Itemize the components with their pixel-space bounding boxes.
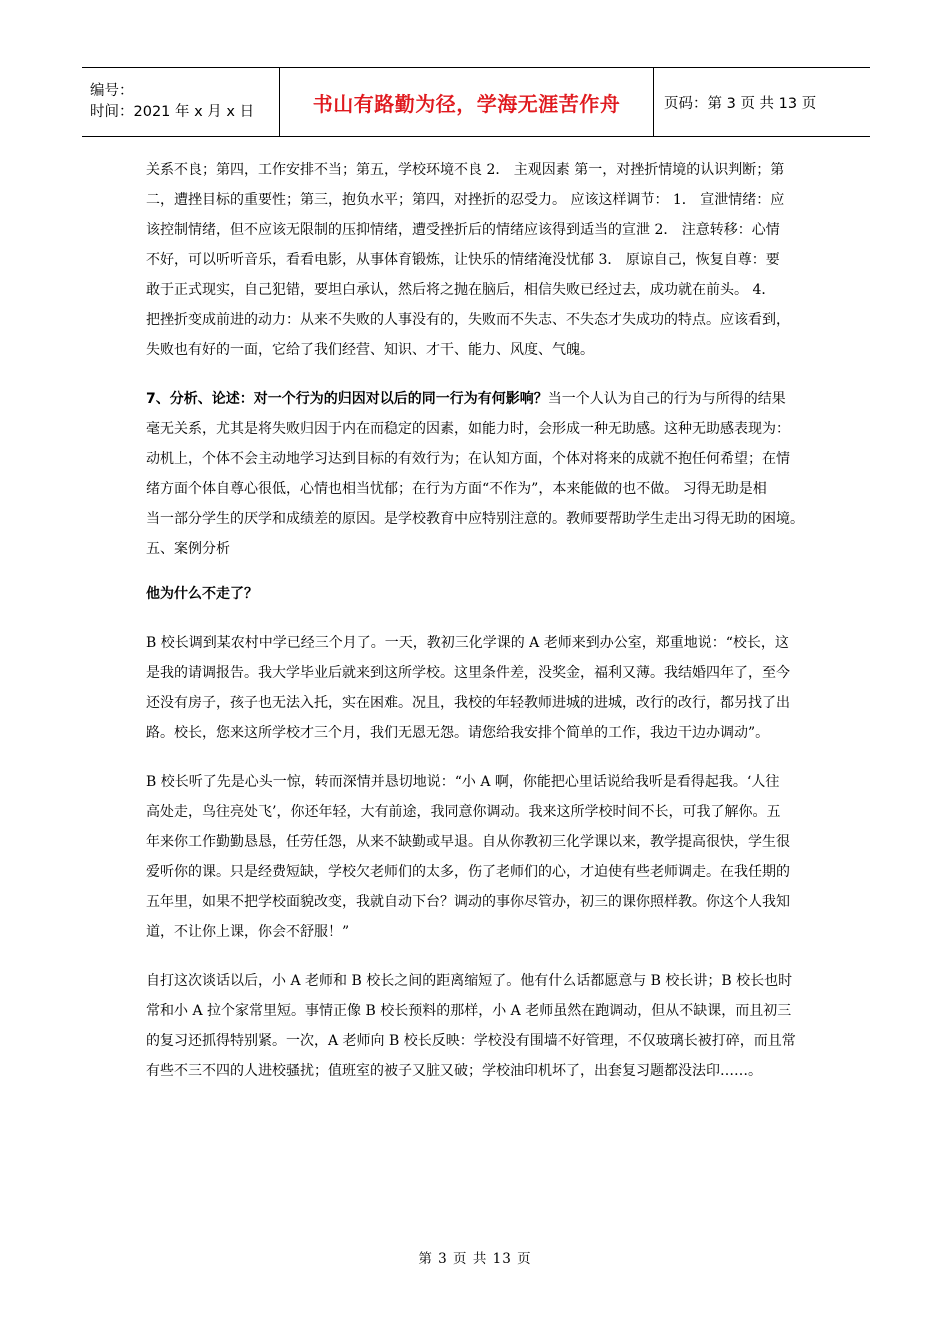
text-line: 年来你工作勤勤恳恳，任劳任怨，从来不缺勤或早退。自从你教初三化学课以来，教学提高很快，学生很 — [146, 834, 790, 850]
text-line: 不好，可以听听音乐，看看电影，从事体育锻炼，让快乐的情绪淹没忧郁 3． 原谅自己，恢复自尊：要 — [146, 252, 780, 268]
text-line: 当一部分学生的厌学和成绩差的原因。是学校教育中应特别注意的。教师要帮助学生走出习得无助的困境。 — [146, 511, 804, 527]
text-line: 常和小 A 拉个家常里短。事情正像 B 校长预料的那样，小 A 老师虽然在跑调动，但从不缺课，而且初三 — [146, 1003, 792, 1019]
document-date: 时间：2021 年 x 月 x 日 — [90, 104, 255, 120]
header-motto: 书山有路勤为径，学海无涯苦作舟 — [280, 68, 654, 136]
text-line: 爱听你的课。只是经费短缺，学校欠老师们的太多，伤了老师们的心，才迫使有些老师调走。在我任期的 — [146, 864, 790, 880]
text-line: 敢于正式现实，自己犯错，要坦白承认，然后将之抛在脑后，相信失败已经过去，成功就在前头。 4． — [146, 282, 776, 298]
text-line: 该控制情绪，但不应该无限制的压抑情绪，遭受挫折后的情绪应该得到适当的宣泄 2． 注意转移：心情 — [146, 222, 780, 238]
case-paragraph-2 — [146, 767, 821, 947]
page-footer: 第 3 页 共 13 页 — [418, 1251, 532, 1267]
text-line: 二，遭挫目标的重要性；第三，抱负水平；第四，对挫折的忍受力。 应该这样调节： 1． 宣泄情绪：应 — [146, 192, 785, 208]
case-paragraph-3 — [146, 966, 821, 1086]
header-page-number: 页码：第 3 页 共 13 页 — [664, 95, 817, 112]
text-line: 关系不良；第四，工作安排不当；第五，学校环境不良 2． 主观因素 第一，对挫折情境的认识判断；第 — [146, 162, 785, 178]
text-line: 路。校长，您来这所学校才三个月，我们无恩无怨。请您给我安排个简单的工作，我边干边办调动”。 — [146, 725, 770, 741]
text-line: 动机上，个体不会主动地学习达到目标的有效行为；在认知方面，个体对将来的成就不抱任何希望；在情 — [146, 451, 790, 467]
document-number-label: 编号： — [90, 83, 134, 99]
text-line — [146, 384, 821, 414]
page-header — [82, 67, 870, 137]
text-line: B 校长听了先是心头一惊，转而深情并恳切地说：“小 A 啊，你能把心里话说给我听是看得起我。‘人往 — [146, 774, 780, 790]
document-body — [146, 155, 821, 1086]
text-line: 的复习还抓得特别紧。一次，A 老师向 B 校长反映：学校没有围墙不好管理，不仅玻璃长被打碎，而且常 — [146, 1033, 796, 1049]
text-line: 有些不三不四的人进校骚扰；值班室的被子又脏又破；学校油印机坏了，出套复习题都没法印……。 — [146, 1063, 762, 1079]
text-line: 自打这次谈话以后，小 A 老师和 B 校长之间的距离缩短了。他有什么话都愿意与 B 校长讲；B 校长也时 — [146, 973, 793, 989]
text-line: 失败也有好的一面，它给了我们经营、知识、才干、能力、风度、气魄。 — [146, 342, 594, 358]
text-line: 毫无关系，尤其是将失败归因于内在而稳定的因素，如能力时，会形成一种无助感。这种无助感表现为： — [146, 421, 790, 437]
section-heading: 五、案例分析 — [146, 541, 230, 557]
text-line: 还没有房子，孩子也无法入托，实在困难。况且，我校的年轻教师进城的进城，改行的改行，都另找了出 — [146, 695, 790, 711]
question-7-answer-start: 当一个人认为自己的行为与所得的结果 — [547, 391, 786, 407]
text-line: 是我的请调报告。我大学毕业后就来到这所学校。这里条件差，没奖金，福利又薄。我结婚四年了，至今 — [146, 665, 790, 681]
question-7-heading: 7、分析、论述：对一个行为的归因对以后的同一行为有何影响？ — [146, 391, 548, 407]
text-line: 高处走，鸟往亮处飞’，你还年轻，大有前途，我同意你调动。我来这所学校时间不长，可我了解你。五 — [146, 804, 781, 820]
case-title: 他为什么不走了？ — [146, 586, 258, 602]
paragraph-frustration — [146, 155, 821, 365]
paragraph-question-7 — [146, 384, 821, 564]
case-paragraph-1 — [146, 628, 821, 748]
text-line: 把挫折变成前进的动力：从来不失败的人事没有的，失败而不失志、不失态才失成功的特点。应该看到， — [146, 312, 790, 328]
text-line: 五年里，如果不把学校面貌改变，我就自动下台？调动的事你尽管办，初三的课你照样教。你这个人我知 — [146, 894, 790, 910]
text-line: 绪方面个体自尊心很低，心情也相当忧郁；在行为方面“不作为”，本来能做的也不做。 习得无助是相 — [146, 481, 767, 497]
text-line: B 校长调到某农村中学已经三个月了。一天，教初三化学课的 A 老师来到办公室，郑重地说：“校长，这 — [146, 635, 789, 651]
text-line: 道，不让你上课，你会不舒服！” — [146, 924, 350, 940]
header-meta — [82, 68, 280, 136]
